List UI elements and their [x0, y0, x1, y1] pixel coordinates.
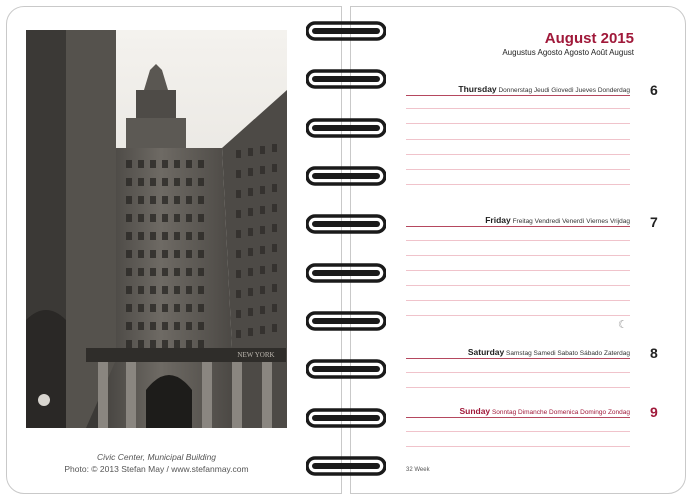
photo-caption-title: Civic Center, Municipal Building	[96, 452, 217, 462]
day-number: 6	[650, 82, 658, 98]
writing-line	[406, 169, 630, 170]
coil-ring	[306, 310, 386, 332]
building-sign: NEW YORK	[237, 351, 275, 359]
photo-caption-credit: Photo: © 2013 Stefan May / www.stefanmay.com	[64, 464, 249, 474]
coil-ring	[306, 407, 386, 429]
right-page	[350, 6, 686, 494]
writing-line	[406, 300, 630, 301]
day-translations: Samstag Samedi Sabato Sábado Zaterdag	[506, 350, 630, 357]
writing-line	[406, 446, 630, 447]
month-title: August 2015	[544, 30, 634, 47]
coil-ring	[306, 20, 386, 42]
writing-line	[406, 255, 630, 256]
writing-line	[406, 387, 630, 388]
writing-line	[406, 372, 630, 373]
month-translations: Augustus Agosto Agosto Août August	[502, 48, 634, 57]
writing-line	[406, 108, 630, 109]
writing-line	[406, 417, 630, 418]
coil-ring	[306, 262, 386, 284]
writing-line	[406, 315, 630, 316]
coil-ring	[306, 213, 386, 235]
building-photo	[26, 30, 287, 428]
day-translations: Sonntag Dimanche Domenica Domingo Zondag	[491, 409, 630, 416]
day-name: Thursday	[458, 84, 497, 94]
writing-line	[406, 139, 630, 140]
writing-line	[406, 123, 630, 124]
day-header-saturday	[406, 347, 630, 357]
writing-line	[406, 154, 630, 155]
writing-line	[406, 184, 630, 185]
moon-phase-icon: ☾	[618, 319, 628, 331]
week-label: 32 Week	[406, 467, 430, 473]
day-name: Friday	[485, 215, 511, 225]
day-translations: Donnerstag Jeudi Giovedì Jueves Donderdag	[498, 87, 630, 94]
day-name: Sunday	[459, 406, 491, 416]
day-number: 8	[650, 345, 658, 361]
writing-line	[406, 95, 630, 96]
day-header-thursday	[406, 84, 630, 94]
writing-line	[406, 431, 630, 432]
day-translations: Freitag Vendredi Venerdì Viernes Vrijdag	[512, 218, 630, 225]
coil-ring	[306, 165, 386, 187]
day-number: 7	[650, 214, 658, 230]
coil-ring	[306, 117, 386, 139]
writing-line	[406, 358, 630, 359]
coil-ring	[306, 358, 386, 380]
writing-line	[406, 240, 630, 241]
day-name: Saturday	[467, 347, 505, 357]
coil-ring	[306, 455, 386, 477]
day-header-friday	[406, 215, 630, 225]
municipal-building-image	[26, 30, 287, 428]
coil-ring	[306, 68, 386, 90]
writing-line	[406, 285, 630, 286]
day-number: 9	[650, 404, 658, 420]
day-header-sunday	[406, 406, 630, 416]
writing-line	[406, 270, 630, 271]
writing-line	[406, 226, 630, 227]
